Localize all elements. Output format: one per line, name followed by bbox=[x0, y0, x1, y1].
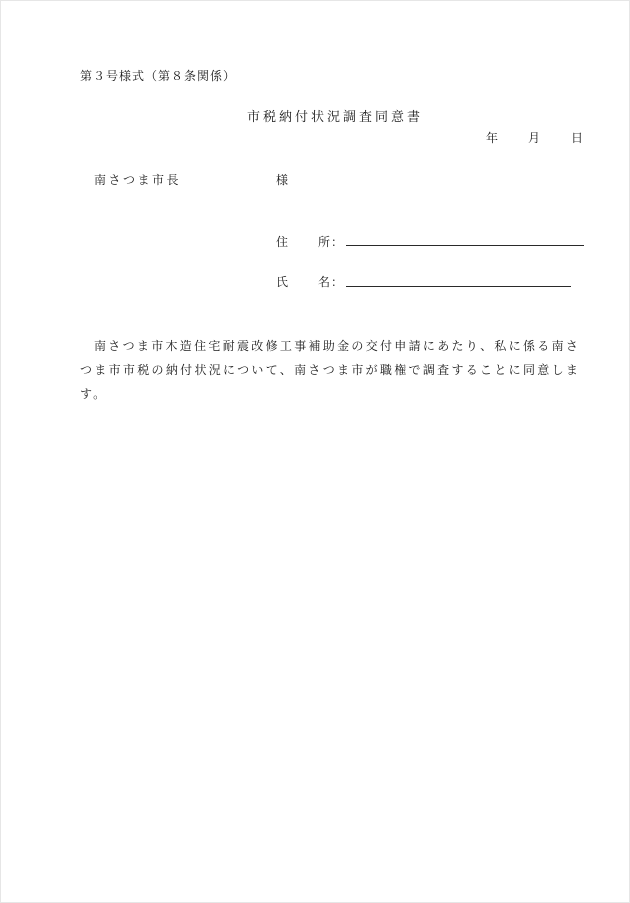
address-field[interactable] bbox=[346, 245, 584, 246]
name-field[interactable] bbox=[346, 286, 571, 287]
name-label bbox=[276, 276, 344, 288]
date-month-label: 月 bbox=[528, 131, 543, 145]
name-colon: ： bbox=[330, 275, 343, 289]
date-year-label: 年 bbox=[486, 131, 501, 145]
address-colon: ： bbox=[330, 235, 343, 249]
consent-statement: 南さつま市木造住宅耐震改修工事補助金の交付申請にあたり、私に係る南さつま市市税の納付状況について、南さつま市が職権で調査することに同意します。 bbox=[80, 339, 580, 401]
document-title: 市税納付状況調査同意書 bbox=[247, 110, 424, 125]
name-label-char-2: 名 bbox=[318, 275, 331, 289]
honorific: 様 bbox=[276, 173, 291, 187]
address-label-char-2: 所 bbox=[318, 235, 331, 249]
date-day-label: 日 bbox=[571, 131, 586, 145]
form-number: 第３号様式（第８条関係） bbox=[80, 69, 237, 83]
addressee: 南さつま市長 bbox=[94, 173, 182, 187]
address-label bbox=[276, 236, 344, 248]
address-label-char-1: 住 bbox=[276, 235, 289, 249]
name-label-char-1: 氏 bbox=[276, 275, 289, 289]
